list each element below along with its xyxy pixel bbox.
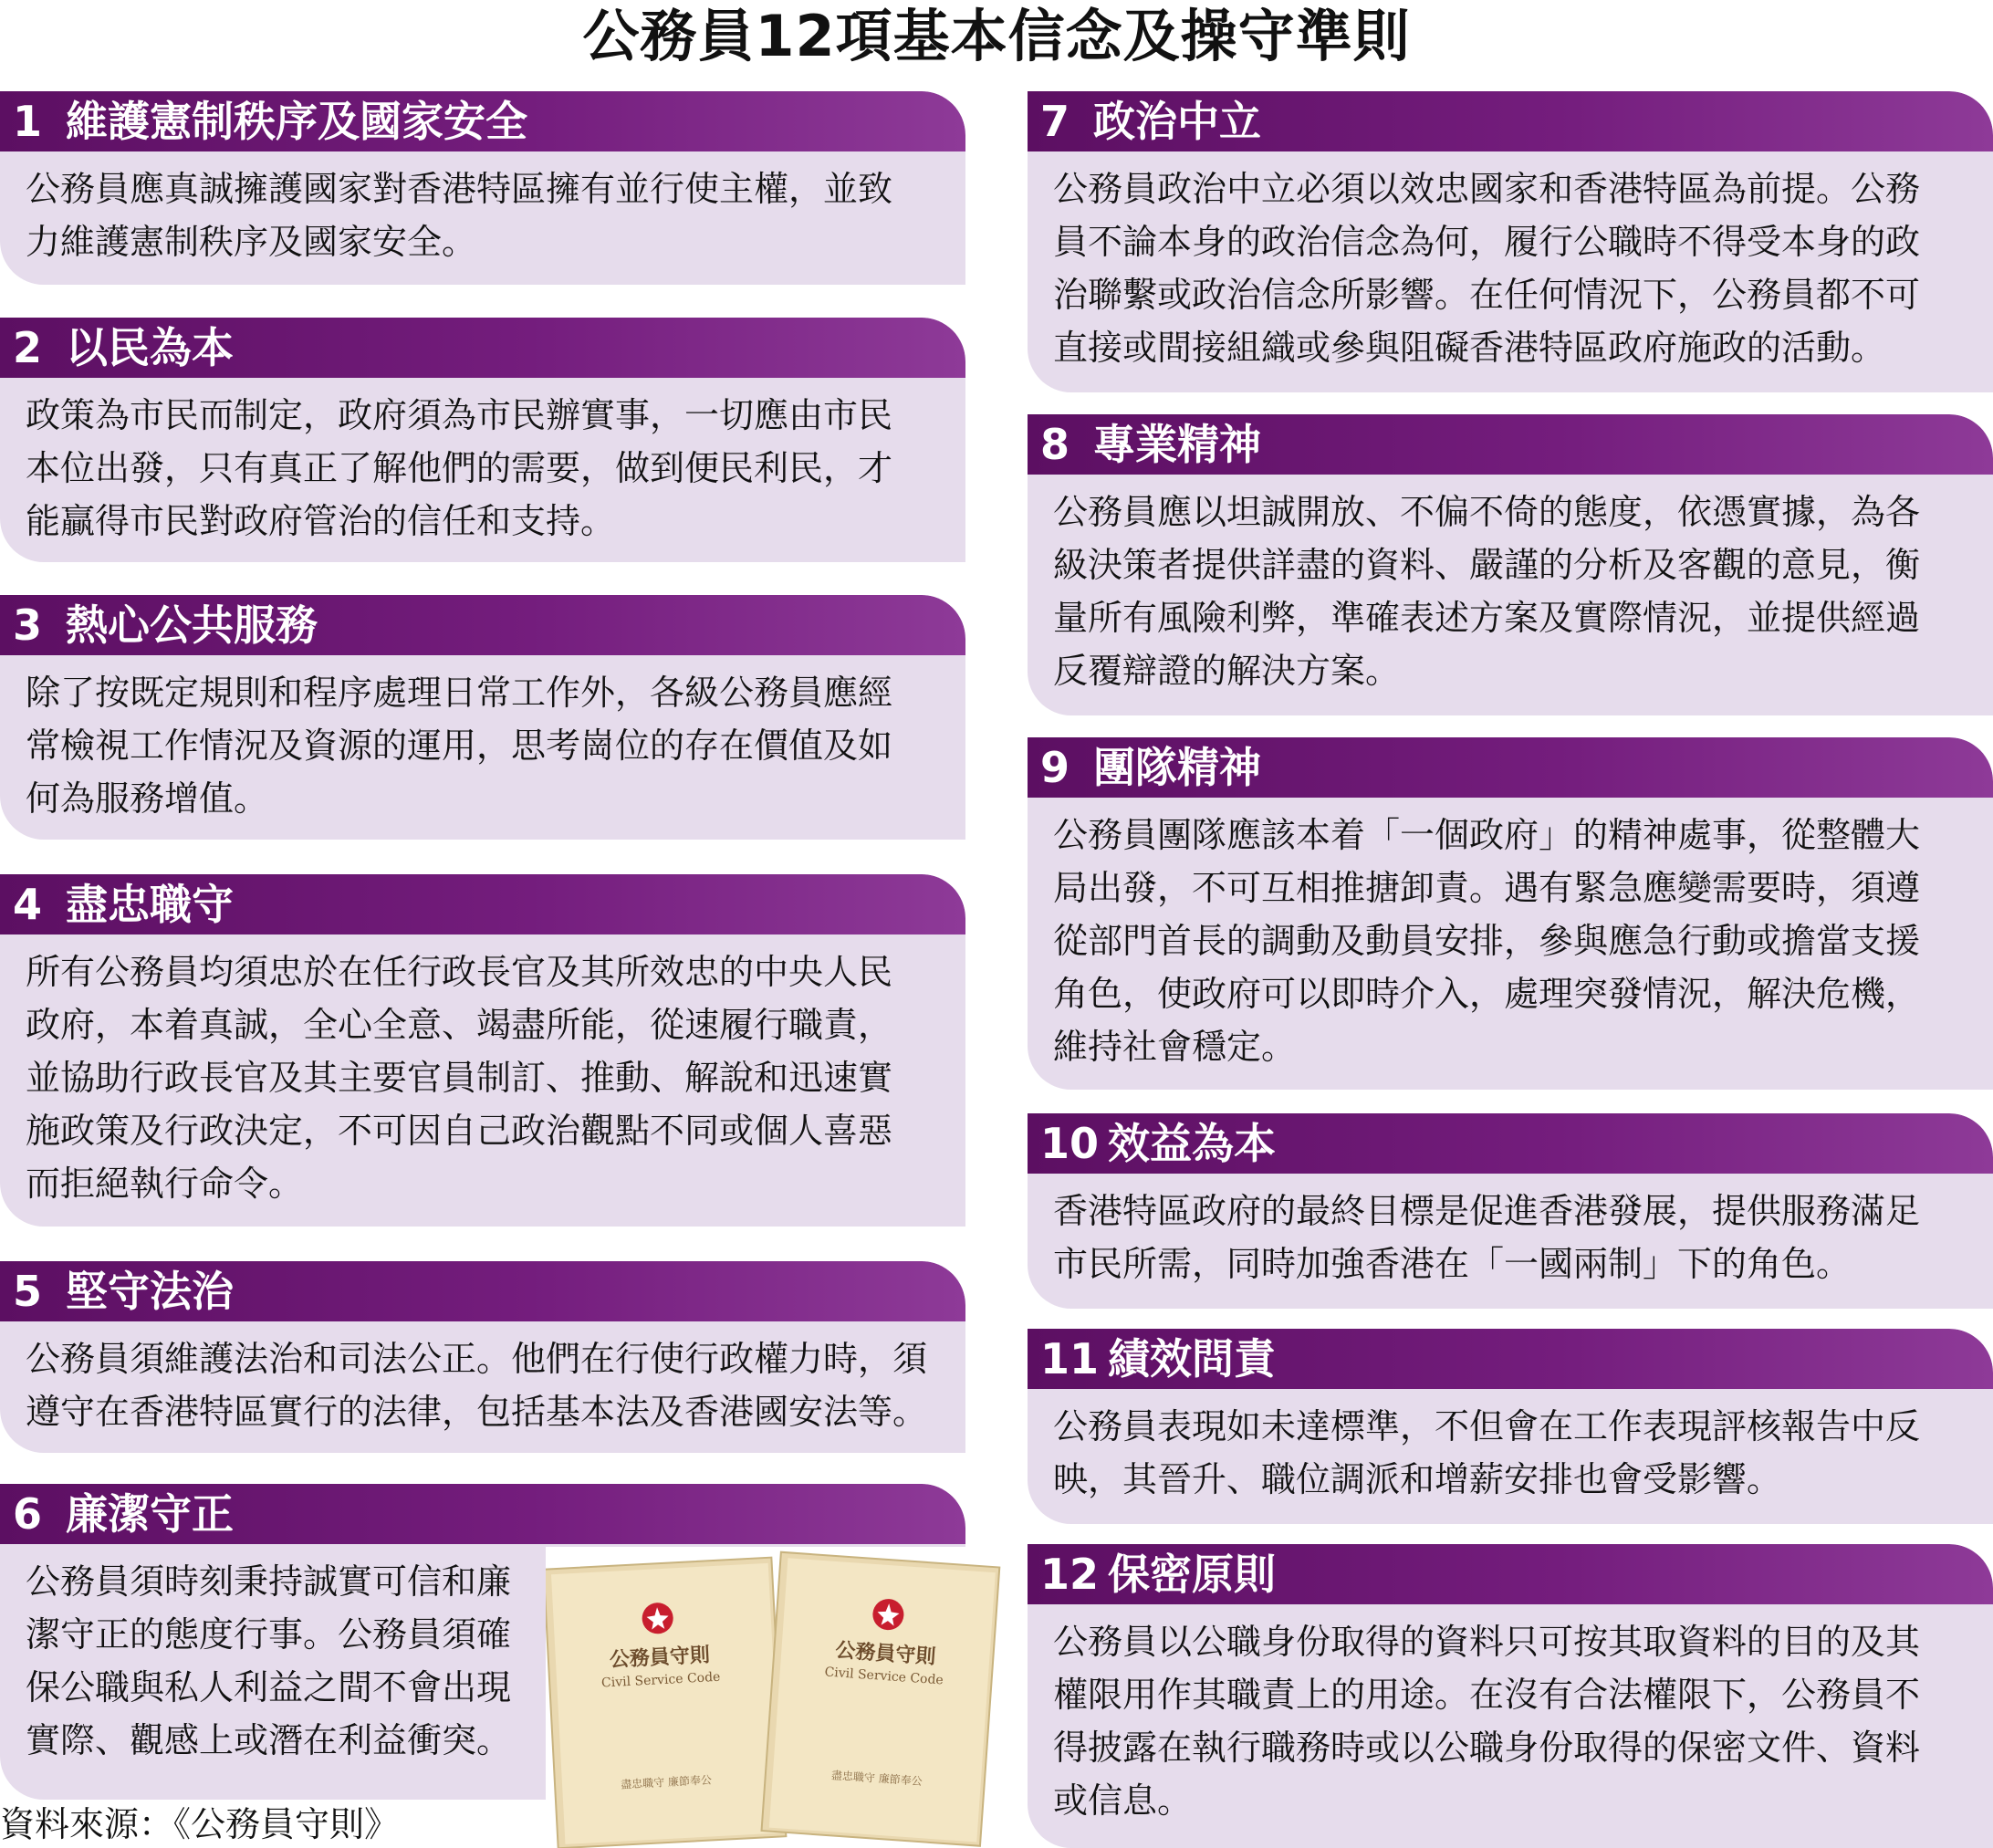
principle-title: 熱心公共服務 — [66, 600, 318, 650]
principle-header — [1028, 91, 1993, 151]
principle-card-4 — [0, 874, 965, 1227]
principle-title: 保密原則 — [1108, 1550, 1276, 1599]
principle-number: 5 — [13, 1267, 43, 1316]
booklet-title-en: Civil Service Code — [824, 1665, 944, 1688]
civil-service-code-booklets-image — [546, 1547, 1002, 1848]
principle-title: 效益為本 — [1108, 1119, 1276, 1168]
principle-title: 團隊精神 — [1093, 743, 1261, 792]
booklet-right — [762, 1552, 1000, 1846]
principle-body: 所有公務員均須忠於在任行政長官及其所效忠的中央人民 政府，本着真誠，全心全意、竭盡所能，從速履行職責， 並協助行政長官及其主要官員制訂、推動、解說和迅速實 施政策及行政決定，不可因自己政治觀點不同或個人喜惡 而拒絕執行命令。 — [26, 952, 893, 1204]
principle-number: 9 — [1040, 743, 1070, 792]
principle-number: 2 — [13, 323, 43, 372]
principle-header — [0, 318, 965, 378]
booklet-title-en: Civil Service Code — [600, 1669, 721, 1691]
principle-header — [0, 1261, 965, 1321]
principle-body: 政策為市民而制定，政府須為市民辦實事，一切應由市民 本位出發，只有真正了解他們的需要，做到便民利民，才 能贏得市民對政府管治的信任和支持。 — [26, 395, 893, 541]
principle-header — [1028, 1544, 1993, 1604]
principle-header — [0, 91, 965, 151]
principle-number: 7 — [1040, 97, 1070, 146]
principle-number: 11 — [1040, 1334, 1100, 1383]
principle-header — [1028, 737, 1993, 798]
page-title: 公務員12項基本信念及操守準則 — [582, 3, 1411, 69]
principle-card-1 — [0, 91, 965, 285]
principle-card-3 — [0, 595, 965, 840]
principle-header — [0, 595, 965, 655]
principle-number: 4 — [13, 880, 43, 929]
principle-body: 除了按既定規則和程序處理日常工作外，各級公務員應經 常檢視工作情況及資源的運用，思考崗位的存在價值及如 何為服務增值。 — [26, 673, 893, 819]
principle-title: 政治中立 — [1093, 97, 1261, 146]
principle-body: 公務員應真誠擁護國家對香港特區擁有並行使主權，並致 力維護憲制秩序及國家安全。 — [26, 169, 893, 262]
principle-title: 績效問責 — [1108, 1334, 1276, 1383]
principle-body: 香港特區政府的最終目標是促進香港發展，提供服務滿足 市民所需，同時加強香港在「一國兩制」下的角色。 — [1053, 1191, 1921, 1284]
principle-card-8 — [1028, 414, 1993, 715]
principle-header — [1028, 1329, 1993, 1389]
principle-number: 10 — [1040, 1119, 1100, 1168]
principle-number: 6 — [13, 1489, 43, 1539]
principle-header — [1028, 414, 1993, 475]
booklet-title-zh: 公務員守則 — [609, 1643, 711, 1673]
principle-title: 維護憲制秩序及國家安全 — [66, 97, 527, 146]
principle-card-5 — [0, 1261, 965, 1453]
principle-card-10 — [1028, 1113, 1993, 1309]
principle-body: 公務員須時刻秉持誠實可信和廉 潔守正的態度行事。公務員須確 保公職與私人利益之間不會出現 實際、觀感上或潛在利益衝突。 — [26, 1561, 512, 1760]
principle-title: 以民為本 — [66, 323, 234, 372]
principle-title: 堅守法治 — [66, 1267, 234, 1316]
principle-body: 公務員以公職身份取得的資料只可按其取資料的目的及其 權限用作其職責上的用途。在沒有合法權限下，公務員不 得披露在執行職務時或以公職身份取得的保密文件、資料 或信息。 — [1053, 1622, 1921, 1821]
principle-title: 盡忠職守 — [66, 880, 234, 929]
principle-number: 8 — [1040, 420, 1070, 469]
principle-title: 專業精神 — [1093, 420, 1261, 469]
booklet-title-zh: 公務員守則 — [834, 1638, 937, 1669]
booklet-motto: 盡忠職守 廉節奉公 — [830, 1769, 923, 1789]
principle-body: 公務員應以坦誠開放、不偏不倚的態度，依憑實據，為各 級決策者提供詳盡的資料、嚴謹的分析及客觀的意見，衡 量所有風險利弊，準確表述方案及實際情況，並提供經過 反覆辯證的解決方案。 — [1053, 492, 1921, 691]
principle-card-11 — [1028, 1329, 1993, 1524]
principle-card-2 — [0, 318, 965, 562]
principle-card-7 — [1028, 91, 1993, 392]
principle-header — [0, 1484, 965, 1544]
principle-body: 公務員團隊應該本着「一個政府」的精神處事，從整體大 局出發，不可互相推搪卸責。遇有緊急應變需要時，須遵 從部門首長的調動及動員安排，參與應急行動或擔當支援 角色，使政府可以即時介入，處理突發情況，解決危機， 維持社會穩定。 — [1053, 815, 1921, 1067]
principle-number: 12 — [1040, 1550, 1100, 1599]
principle-body: 公務員表現如未達標準，不但會在工作表現評核報告中反 映，其晉升、職位調派和增薪安排也會受影響。 — [1053, 1406, 1921, 1499]
principle-body: 公務員須維護法治和司法公正。他們在行使行政權力時，須 遵守在香港特區實行的法律，包括基本法及香港國安法等。 — [26, 1339, 928, 1432]
booklet-motto: 盡忠職守 廉節奉公 — [620, 1773, 713, 1791]
principle-title: 廉潔守正 — [66, 1489, 234, 1539]
booklet-left — [546, 1558, 786, 1848]
source-note: 資料來源：《公務員守則》 — [0, 1804, 400, 1844]
principle-card-12 — [1028, 1544, 1993, 1848]
principle-body: 公務員政治中立必須以效忠國家和香港特區為前提。公務 員不論本身的政治信念為何，履行公職時不得受本身的政 治聯繫或政治信念所影響。在任何情況下，公務員都不可 直接或間接組織或參與阻礙香港特區政府施政的活動。 — [1053, 169, 1921, 368]
principle-header — [0, 874, 965, 934]
principle-header — [1028, 1113, 1993, 1174]
principle-number: 3 — [13, 600, 43, 650]
principle-number: 1 — [13, 97, 43, 146]
principle-card-9 — [1028, 737, 1993, 1090]
